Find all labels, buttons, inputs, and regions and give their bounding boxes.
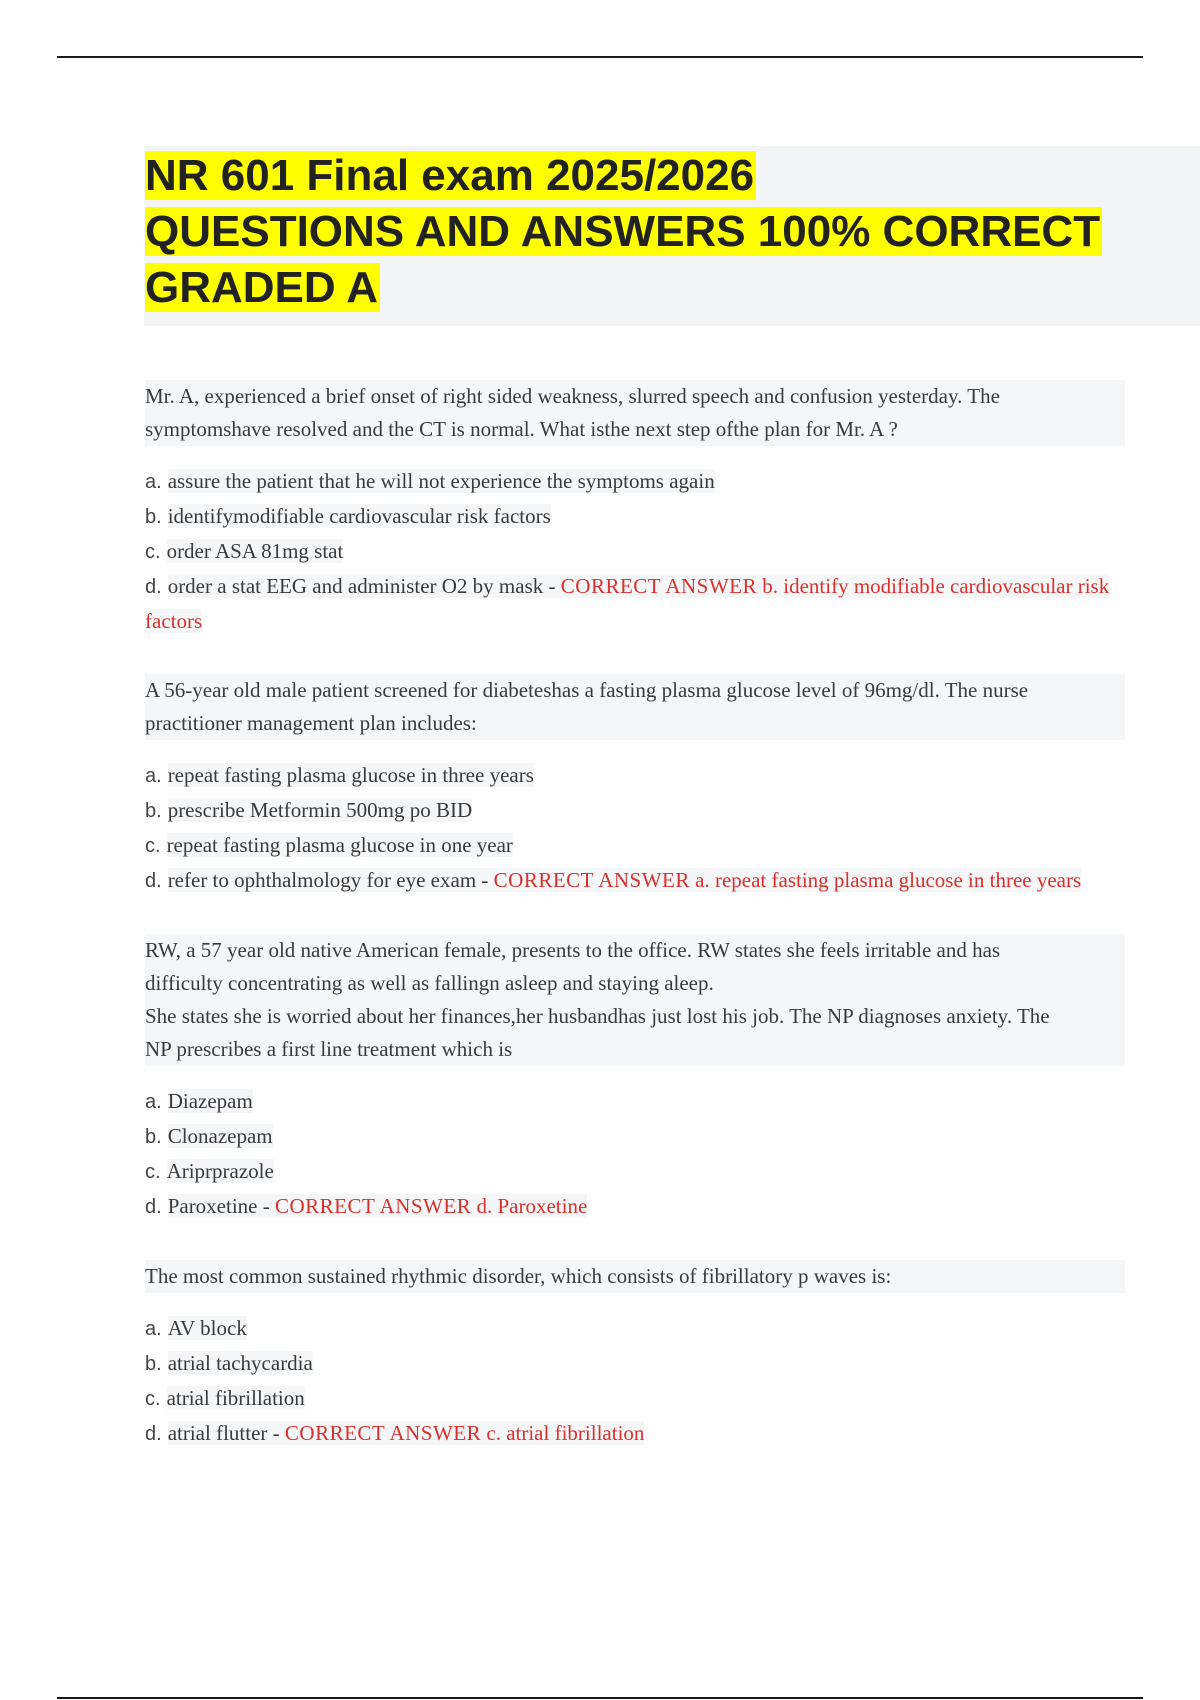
stem-line: difficulty concentrating as well as fallingn asleep and staying aleep. xyxy=(145,971,714,995)
bottom-rule xyxy=(57,1697,1143,1699)
option-text: atrial fibrillation xyxy=(166,1386,305,1410)
stem-line: A 56-year old male patient screened for diabeteshas a fasting plasma glucose level of 96mg/dl. The nurse xyxy=(145,678,1029,702)
correct-answer-text: c. atrial fibrillation xyxy=(481,1421,645,1445)
stem-line: The most common sustained rhythmic disorder, which consists of fibrillatory p waves is: xyxy=(145,1264,892,1288)
question-stem xyxy=(145,1260,1125,1293)
title-line-3: GRADED A xyxy=(145,263,379,312)
correct-answer-text: b. identify modifiable cardiovascular risk factors xyxy=(145,574,1110,633)
stem-line: RW, a 57 year old native American female, presents to the office. RW states she feels irritable and has xyxy=(145,938,1001,962)
page-title xyxy=(145,148,1200,316)
correct-answer-label: CORRECT ANSWER xyxy=(493,868,690,892)
option-text: AV block xyxy=(167,1316,247,1340)
option-letter: b. xyxy=(145,506,162,528)
correct-answer-label: CORRECT ANSWER xyxy=(560,574,757,598)
option-text: Diazepam xyxy=(167,1089,253,1113)
option-letter: c. xyxy=(145,835,161,857)
option-d xyxy=(145,1416,1125,1451)
option-a xyxy=(145,464,1125,499)
option-text: order ASA 81mg stat xyxy=(166,539,344,563)
correct-answer-text: a. repeat fasting plasma glucose in three years xyxy=(689,868,1082,892)
option-letter: a. xyxy=(145,1318,162,1340)
stem-line: She states she is worried about her finances,her husbandhas just lost his job. The NP diagnoses anxiety. The xyxy=(145,1004,1050,1028)
correct-answer-label: CORRECT ANSWER xyxy=(284,1421,482,1445)
questions-list xyxy=(145,380,1125,1487)
option-letter: d. xyxy=(145,576,162,598)
option-b xyxy=(145,1346,1125,1381)
option-a xyxy=(145,1311,1125,1346)
option-letter: c. xyxy=(145,1388,161,1410)
option-letter: d. xyxy=(145,1196,162,1218)
option-letter: c. xyxy=(145,541,161,563)
top-rule xyxy=(57,56,1143,58)
option-text: atrial tachycardia xyxy=(167,1351,313,1375)
option-d xyxy=(145,863,1125,898)
option-b xyxy=(145,1119,1125,1154)
title-line-2: QUESTIONS AND ANSWERS 100% CORRECT xyxy=(145,207,1101,256)
option-text: assure the patient that he will not experience the symptoms again xyxy=(167,469,715,493)
option-d xyxy=(145,569,1125,638)
option-letter: d. xyxy=(145,1423,162,1445)
option-letter: a. xyxy=(145,471,162,493)
option-a xyxy=(145,1084,1125,1119)
option-b xyxy=(145,499,1125,534)
option-text: refer to ophthalmology for eye exam - xyxy=(167,868,494,892)
question-4 xyxy=(145,1260,1125,1451)
options-list xyxy=(145,1311,1125,1451)
correct-answer-text: d. Paroxetine xyxy=(471,1194,588,1218)
option-letter: a. xyxy=(145,1091,162,1113)
option-letter: b. xyxy=(145,800,162,822)
option-text: Paroxetine - xyxy=(167,1194,275,1218)
option-text: prescribe Metformin 500mg po BID xyxy=(167,798,473,822)
option-b xyxy=(145,793,1125,828)
option-letter: d. xyxy=(145,870,162,892)
question-stem xyxy=(145,380,1125,446)
option-a xyxy=(145,758,1125,793)
option-c xyxy=(145,828,1125,863)
option-c xyxy=(145,1381,1125,1416)
option-text: Clonazepam xyxy=(167,1124,273,1148)
option-c xyxy=(145,1154,1125,1189)
option-letter: b. xyxy=(145,1353,162,1375)
option-text: repeat fasting plasma glucose in one year xyxy=(166,833,513,857)
title-line-1: NR 601 Final exam 2025/2026 xyxy=(145,151,755,200)
option-letter: c. xyxy=(145,1161,161,1183)
option-letter: a. xyxy=(145,765,162,787)
options-list xyxy=(145,758,1125,898)
stem-line: Mr. A, experienced a brief onset of right sided weakness, slurred speech and confusion yesterday. The xyxy=(145,384,1000,408)
options-list xyxy=(145,464,1125,638)
option-c xyxy=(145,534,1125,569)
option-text: order a stat EEG and administer O2 by mask - xyxy=(167,574,561,598)
question-stem xyxy=(145,674,1125,740)
question-1 xyxy=(145,380,1125,638)
option-text: atrial flutter - xyxy=(167,1421,285,1445)
stem-line: practitioner management plan includes: xyxy=(145,711,477,735)
question-2 xyxy=(145,674,1125,898)
options-list xyxy=(145,1084,1125,1224)
correct-answer-label: CORRECT ANSWER xyxy=(274,1194,472,1218)
stem-line: NP prescribes a first line treatment which is xyxy=(145,1037,513,1061)
stem-line: symptomshave resolved and the CT is normal. What isthe next step ofthe plan for Mr. A ? xyxy=(145,417,898,441)
option-d xyxy=(145,1189,1125,1224)
option-text: repeat fasting plasma glucose in three years xyxy=(167,763,534,787)
option-letter: b. xyxy=(145,1126,162,1148)
question-3 xyxy=(145,934,1125,1224)
question-stem xyxy=(145,934,1125,1066)
option-text: identifymodifiable cardiovascular risk factors xyxy=(167,504,551,528)
option-text: Ariprprazole xyxy=(166,1159,274,1183)
